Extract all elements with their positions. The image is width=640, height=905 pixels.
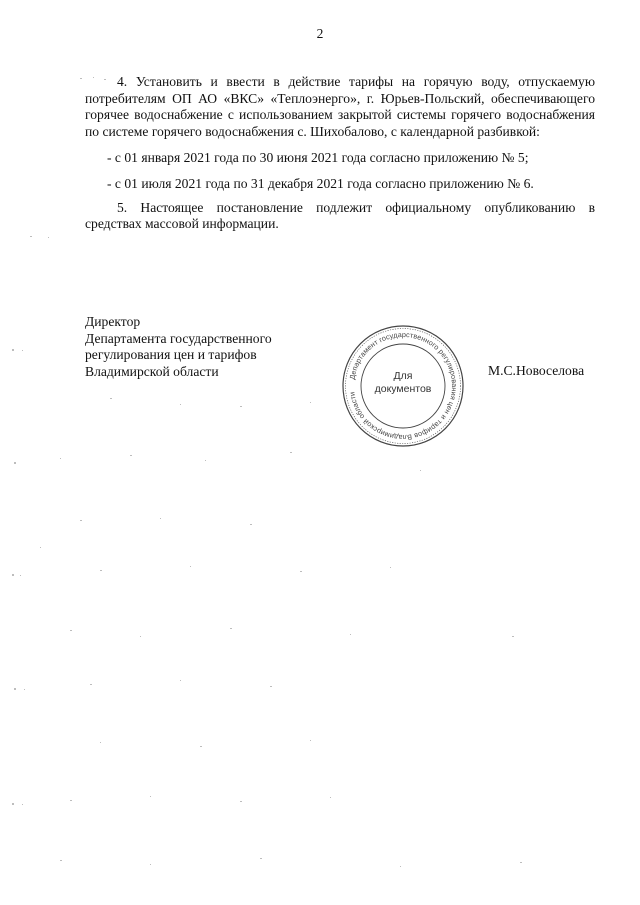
paragraph-5: 5. Настоящее постановление подлежит официальному опубликованию в средствах массовой информации. (85, 199, 595, 232)
signer-title-line-1: Директор (85, 314, 141, 329)
signer-title-line-3: регулирования цен и тарифов (85, 347, 257, 362)
paragraph-4: 4. Установить и ввести в действие тарифы на горячую воду, отпускаемую потребителям ОП АО «ВКС» «Теплоэнерго», г. Юрьев-Польский, обеспечивающего горячее водоснабжение с использованием закрытой системы горячего водоснабжения по системе горячего водоснабжения с. Шихобалово, с календарной разбивкой: (85, 74, 595, 139)
document-body (85, 74, 595, 233)
seal-ring-text: Департамент государственного регулирования цен и тарифов Владимирской области (347, 329, 460, 443)
page-number: 2 (316, 26, 324, 41)
signer-title-line-2: Департамента государственного (85, 330, 272, 346)
seal-center-line-1: Для (393, 370, 413, 382)
signer-title-line-4: Владимирской области (85, 363, 219, 379)
tariff-period-1: - с 01 января 2021 года по 30 июня 2021 года согласно приложению № 5; (107, 150, 529, 166)
official-seal (340, 323, 466, 449)
tariff-period-2: - с 01 июля 2021 года по 31 декабря 2021 года согласно приложению № 6. (107, 175, 534, 191)
signature-block (85, 314, 272, 380)
seal-center-text (340, 370, 466, 396)
signer-name: М.С.Новоселова (488, 363, 585, 378)
seal-center-line-2: документов (374, 383, 432, 395)
